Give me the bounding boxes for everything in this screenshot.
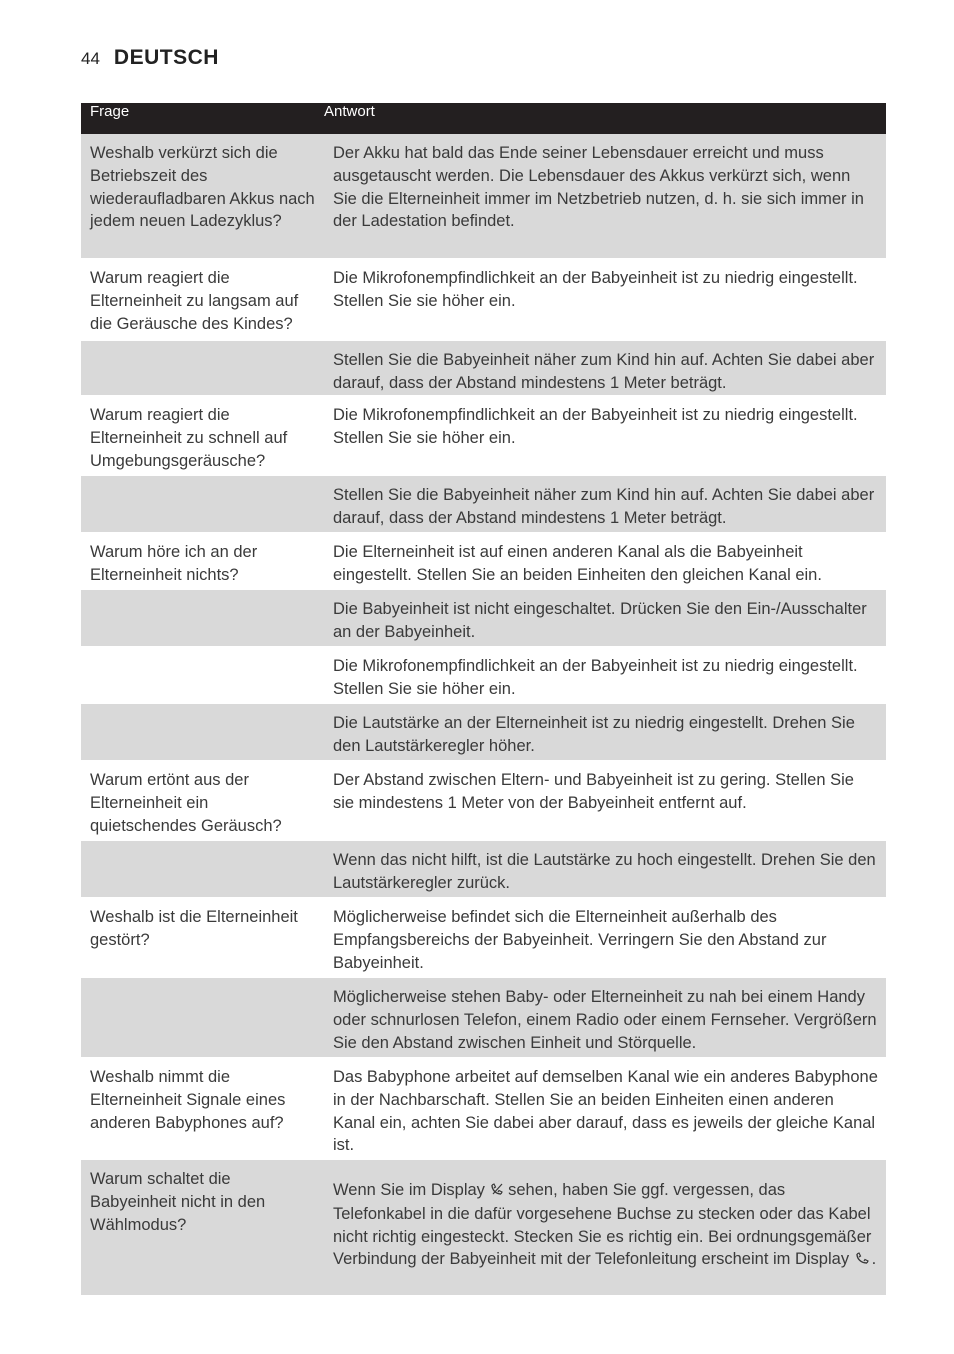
answer-cell: Der Akku hat bald das Ende seiner Lebensdauer erreicht und muss ausgetauscht werden. Die Lebensdauer des Akkus verkürzt sich, wenn Sie die Elterneinheit immer im Netzbetrieb nutzen, d. h. sie sich immer in der Ladestation befindet.: [333, 144, 864, 231]
answer-cell: Möglicherweise stehen Baby- oder Elterneinheit zu nah bei einem Handy oder schnurlosen Telefon, einem Radio oder einem Fernseher. Vergrößern Sie den Abstand zwischen Einheit und Störquelle.: [333, 988, 877, 1052]
question-cell: Warum reagiert die Elterneinheit zu langsam auf die Geräusche des Kindes?: [90, 269, 299, 333]
table-row: [81, 590, 886, 647]
table-row: [81, 1160, 886, 1296]
answer-cell: Möglicherweise befindet sich die Elterneinheit außerhalb des Empfangsbereichs der Babyeinheit. Verringern Sie den Abstand zur Babyeinheit.: [333, 908, 827, 972]
answer-cell: Die Mikrofonempfindlichkeit an der Babyeinheit ist zu niedrig eingestellt. Stellen Sie sie höher ein.: [333, 406, 858, 447]
table-row: [81, 476, 886, 533]
question-cell: [81, 341, 324, 395]
table-row: [81, 647, 886, 704]
faq-table: [81, 103, 886, 1296]
phone-icon: [854, 1249, 872, 1272]
table-row: [81, 761, 886, 841]
column-header-answer: Antwort: [324, 103, 375, 120]
answer-cell: Die Mikrofonempfindlichkeit an der Babyeinheit ist zu niedrig eingestellt. Stellen Sie sie höher ein.: [333, 657, 858, 698]
table-row: [81, 134, 886, 259]
answer-cell: Stellen Sie die Babyeinheit näher zum Kind hin auf. Achten Sie dabei aber darauf, dass der Abstand mindestens 1 Meter beträgt.: [333, 351, 875, 392]
answer-cell: Der Abstand zwischen Eltern- und Babyeinheit ist zu gering. Stellen Sie sie mindestens 1 Meter von der Babyeinheit entfernt auf.: [333, 771, 854, 812]
question-cell: Weshalb nimmt die Elterneinheit Signale eines anderen Babyphones auf?: [90, 1068, 286, 1132]
phone-crossed-icon: [490, 1180, 504, 1203]
table-row: [81, 841, 886, 898]
question-cell: [81, 476, 324, 532]
table-row: [81, 1058, 886, 1160]
table-row: [81, 978, 886, 1058]
question-cell: [81, 978, 324, 1057]
question-cell: [81, 841, 324, 897]
question-cell: Warum ertönt aus der Elterneinheit ein quietschendes Geräusch?: [90, 771, 282, 835]
answer-cell: Die Lautstärke an der Elterneinheit ist zu niedrig eingestellt. Drehen Sie den Lautstärkeregler höher.: [333, 714, 855, 755]
table-row: [81, 533, 886, 590]
question-cell: [81, 590, 324, 646]
question-cell: Warum reagiert die Elterneinheit zu schnell auf Umgebungsgeräusche?: [90, 406, 288, 470]
question-cell: [81, 704, 324, 760]
answer-cell: Das Babyphone arbeitet auf demselben Kanal wie ein anderes Babyphone in der Nachbarschaft. Stellen Sie an beiden Einheiten einen anderen Kanal ein, achten Sie dabei aber darauf, dass es jeweils der gleiche Kanal ist.: [333, 1068, 878, 1155]
answer-cell: Die Babyeinheit ist nicht eingeschaltet. Drücken Sie den Ein-/Ausschalter an der Babyeinheit.: [333, 600, 867, 641]
table-row: [81, 341, 886, 396]
table-row: [81, 704, 886, 761]
answer-cell: Stellen Sie die Babyeinheit näher zum Kind hin auf. Achten Sie dabei aber darauf, dass der Abstand mindestens 1 Meter beträgt.: [333, 486, 875, 527]
table-row: [81, 898, 886, 978]
table-header: [81, 103, 886, 134]
answer-text-part2: sehen, haben Sie ggf. vergessen, das Telefonkabel in die dafür vorgesehene Buchse zu stecken oder das Kabel nicht richtig eingesteckt. Stecken Sie es richtig ein. Bei ordnungsgemäßer Verbindung der Babyeinheit mit der Telefonleitung erscheint im Display: [333, 1181, 872, 1269]
question-cell: Weshalb verkürzt sich die Betriebszeit des wiederaufladbaren Akkus nach jedem neuen Ladezyklus?: [90, 144, 315, 231]
page-header: [81, 46, 219, 70]
table-row: [81, 396, 886, 476]
question-cell: [81, 647, 324, 703]
answer-cell: Die Mikrofonempfindlichkeit an der Babyeinheit ist zu niedrig eingestellt. Stellen Sie sie höher ein.: [333, 269, 858, 310]
language-heading: DEUTSCH: [113, 46, 219, 69]
table-row: [81, 259, 886, 341]
answer-cell: [324, 1160, 886, 1295]
page-number: 44: [81, 49, 100, 68]
column-header-question: Frage: [90, 103, 130, 120]
question-cell: Warum schaltet die Babyeinheit nicht in den Wählmodus?: [90, 1170, 266, 1234]
answer-text-part3: .: [871, 1250, 877, 1269]
question-cell: Warum höre ich an der Elterneinheit nichts?: [90, 543, 258, 584]
answer-cell: Die Elterneinheit ist auf einen anderen Kanal als die Babyeinheit eingestellt. Stellen Sie an beiden Einheiten den gleichen Kanal ein.: [333, 543, 822, 584]
answer-text-part1: Wenn Sie im Display: [333, 1181, 485, 1199]
answer-cell: Wenn das nicht hilft, ist die Lautstärke zu hoch eingestellt. Drehen Sie den Lautstärkeregler zurück.: [333, 851, 876, 892]
question-cell: Weshalb ist die Elterneinheit gestört?: [90, 908, 298, 949]
